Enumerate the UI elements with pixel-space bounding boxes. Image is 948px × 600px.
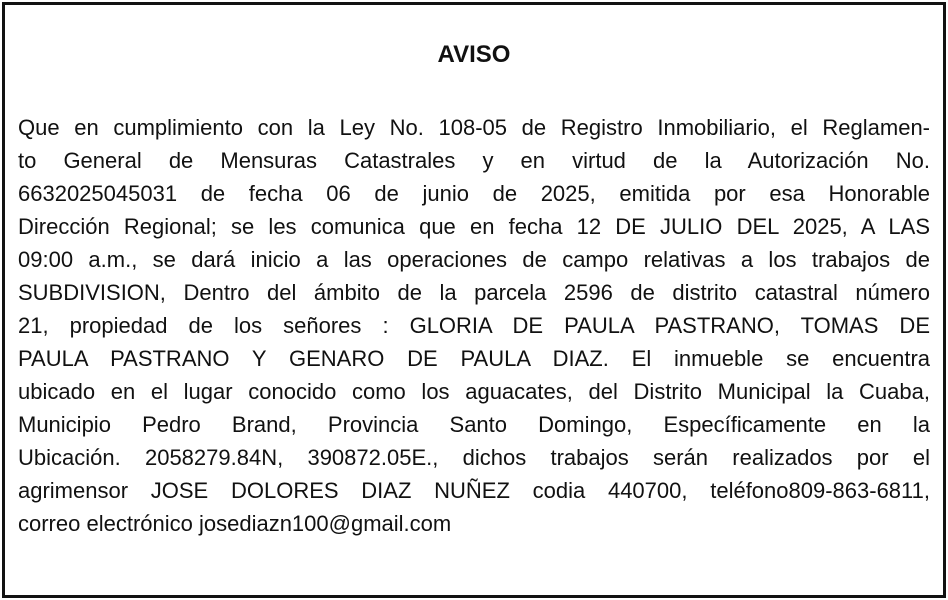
body-line: Que en cumplimiento con la Ley No. 108-05 de Registro Inmobiliario, el Reglamen- xyxy=(18,115,930,140)
body-line-last: correo electrónico josediazn100@gmail.com xyxy=(18,511,452,536)
body-line: Dirección Regional; se les comunica que en fecha 12 DE JULIO DEL 2025, A LAS xyxy=(18,214,930,239)
notice-title: AVISO xyxy=(437,41,511,68)
body-line: ubicado en el lugar conocido como los aguacates, del Distrito Municipal la Cuaba, xyxy=(18,379,930,404)
body-line: 21, propiedad de los señores : GLORIA DE PAULA PASTRANO, TOMAS DE xyxy=(18,313,930,338)
body-line: PAULA PASTRANO Y GENARO DE PAULA DIAZ. El inmueble se encuentra xyxy=(18,346,930,371)
body-line: Ubicación. 2058279.84N, 390872.05E., dichos trabajos serán realizados por el xyxy=(18,445,930,470)
notice-body xyxy=(18,111,930,540)
body-line: SUBDIVISION, Dentro del ámbito de la parcela 2596 de distrito catastral número xyxy=(18,280,930,305)
notice-frame xyxy=(2,2,946,598)
body-line: Municipio Pedro Brand, Provincia Santo Domingo, Específicamente en la xyxy=(18,412,930,437)
body-line: to General de Mensuras Catastrales y en virtud de la Autorización No. xyxy=(18,148,930,173)
body-line: agrimensor JOSE DOLORES DIAZ NUÑEZ codia 440700, teléfono809-863-6811, xyxy=(18,478,930,503)
body-line: 09:00 a.m., se dará inicio a las operaciones de campo relativas a los trabajos de xyxy=(18,247,930,272)
body-line: 6632025045031 de fecha 06 de junio de 2025, emitida por esa Honorable xyxy=(18,181,930,206)
